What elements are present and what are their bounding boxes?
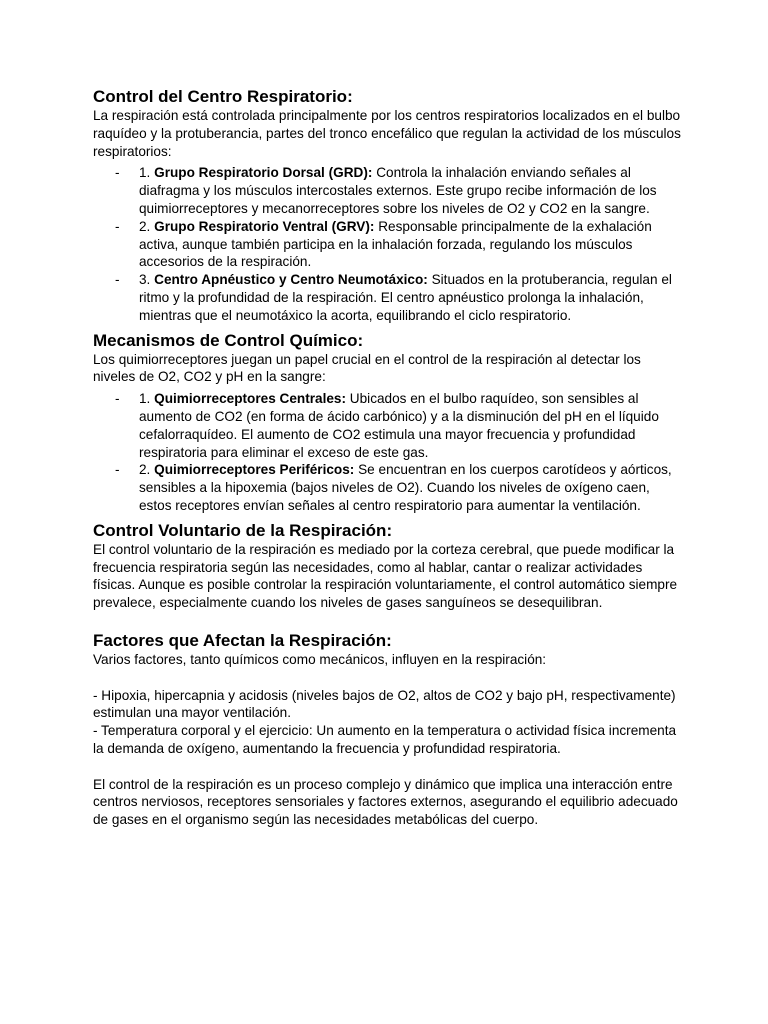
item-number: 1. [139, 391, 151, 407]
list-item [93, 461, 683, 514]
item-title: Grupo Respiratorio Ventral (GRV): [154, 218, 375, 234]
item-title: Centro Apnéustico y Centro Neumotáxico: [154, 272, 428, 288]
document-content [93, 86, 683, 829]
list-quimiorreceptores [93, 390, 683, 515]
item-number: 3. [139, 272, 151, 288]
dash-marker: - [115, 272, 120, 288]
list-item [93, 390, 683, 461]
dash-marker: - [115, 218, 120, 234]
list-item [93, 271, 683, 324]
item-text: Situados en la protuberancia, regulan el ritmo y la profundidad de la respiración. El centro apnéustico prolonga la inhalación, mientras que el neumotáxico la acorta, equilibrando el ciclo respiratorio. [139, 272, 672, 323]
item-title: Quimiorreceptores Periféricos: [154, 462, 355, 478]
factor-line-hipoxia: - Hipoxia, hipercapnia y acidosis (niveles bajos de O2, altos de CO2 y bajo pH, respectivamente) estimulan una mayor ventilación. [93, 687, 676, 721]
dash-marker: - [115, 165, 120, 181]
item-text: Responsable principalmente de la exhalación activa, aunque también participa en la inhalación forzada, regulando los músculos accesorios de la respiración. [139, 218, 652, 270]
item-title: Quimiorreceptores Centrales: [154, 391, 347, 407]
dash-marker: - [115, 462, 120, 478]
heading-control-voluntario: Control Voluntario de la Respiración: [93, 520, 393, 540]
paragraph-control-voluntario: El control voluntario de la respiración es mediado por la corteza cerebral, que puede modificar la frecuencia respiratoria según las necesidades, como al hablar, cantar o realizar actividades físicas. Aunque es posible controlar la respiración voluntariamente, el control automático siempre prevalece, especialmente cuando los niveles de gases sanguíneos se desequilibran. [93, 541, 678, 611]
conclusion-paragraph: El control de la respiración es un proceso complejo y dinámico que implica una interacción entre centros nerviosos, receptores sensoriales y factores externos, asegurando el equilibrio adecuado de gases en el organismo según las necesidades metabólicas del cuerpo. [93, 776, 678, 828]
list-centros-respiratorios [93, 164, 683, 324]
item-title: Grupo Respiratorio Dorsal (GRD): [154, 165, 373, 181]
item-text: Ubicados en el bulbo raquídeo, son sensibles al aumento de CO2 (en forma de ácido carbónico) y a la disminución del pH en el líquido cefalorraquídeo. El aumento de CO2 estimula una mayor frecuencia y profundidad respiratoria para eliminar el exceso de este gas. [139, 391, 659, 460]
list-item [93, 218, 683, 271]
dash-marker: - [115, 391, 120, 407]
heading-factores: Factores que Afectan la Respiración: [93, 630, 392, 650]
item-text: Se encuentran en los cuerpos carotídeos y aórticos, sensibles a la hipoxemia (bajos niveles de O2). Cuando los niveles de oxígeno caen, estos receptores envían señales al centro respiratorio para aumentar la ventilación. [139, 462, 672, 513]
intro-factores: Varios factores, tanto químicos como mecánicos, influyen en la respiración: [93, 651, 547, 667]
intro-control-quimico: Los quimiorreceptores juegan un papel crucial en el control de la respiración al detectar los niveles de O2, CO2 y pH en la sangre: [93, 351, 641, 385]
item-number: 1. [139, 165, 151, 181]
heading-control-quimico: Mecanismos de Control Químico: [93, 330, 364, 350]
factor-line-temperatura: - Temperatura corporal y el ejercicio: Un aumento en la temperatura o actividad física incrementa la demanda de oxígeno, aumentando la frecuencia y profundidad respiratoria. [93, 723, 677, 756]
item-number: 2. [139, 462, 151, 478]
item-number: 2. [139, 218, 151, 234]
intro-control-centro: La respiración está controlada principalmente por los centros respiratorios localizados en el bulbo raquídeo y la protuberancia, partes del tronco encefálico que regulan la actividad de los músculos respiratorios: [93, 108, 681, 159]
item-text: Controla la inhalación enviando señales al diafragma y los músculos intercostales externos. Este grupo recibe información de los quimiorreceptores y mecanorreceptores sobre los niveles de O2 y CO2 en la sangre. [139, 165, 657, 216]
heading-control-centro: Control del Centro Respiratorio: [93, 87, 353, 106]
list-item [93, 164, 683, 217]
